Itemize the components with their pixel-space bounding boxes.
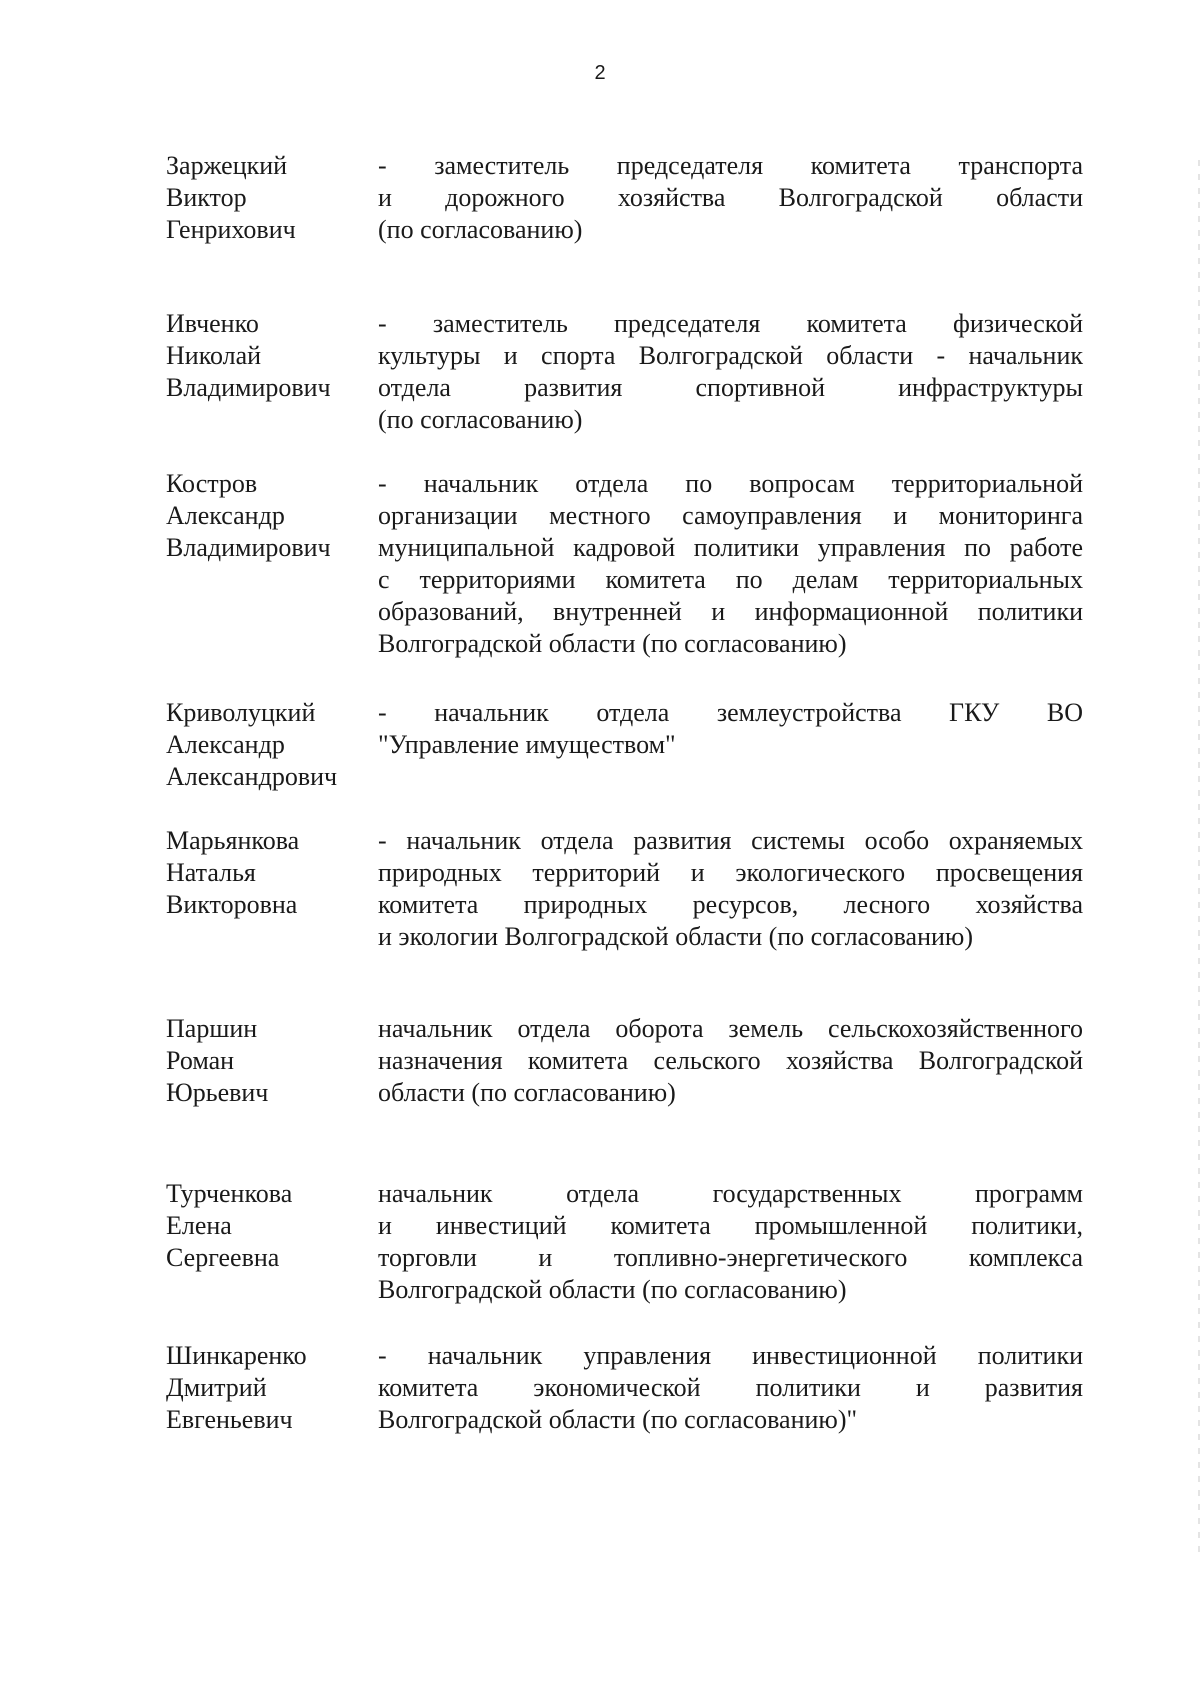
- position-line: назначения комитета сельского хозяйства Волгоградской: [378, 1046, 1083, 1075]
- member-position: [378, 1340, 1083, 1436]
- member-name: [166, 1178, 366, 1274]
- position-line: - заместитель председателя комитета транспорта: [378, 151, 1083, 180]
- surname: Ивченко: [166, 309, 259, 338]
- patronymic: Викторовна: [166, 890, 298, 919]
- position-line: организации местного самоуправления и мониторинга: [378, 501, 1083, 530]
- position-line: и инвестиций комитета промышленной политики,: [378, 1211, 1083, 1240]
- surname: Шинкаренко: [166, 1341, 307, 1370]
- surname: Заржецкий: [166, 151, 288, 180]
- member-name: [166, 1013, 366, 1109]
- position-line: области (по согласованию): [378, 1078, 676, 1107]
- position-line: (по согласованию): [378, 215, 583, 244]
- position-line: - начальник отдела по вопросам территориальной: [378, 469, 1083, 498]
- position-line: отдела развития спортивной инфраструктуры: [378, 373, 1083, 402]
- position-line: - заместитель председателя комитета физической: [378, 309, 1083, 338]
- surname: Турченкова: [166, 1179, 293, 1208]
- position-line: - начальник отдела землеустройства ГКУ ВО: [378, 698, 1083, 727]
- position-line: Волгоградской области (по согласованию): [378, 1275, 847, 1304]
- position-line: начальник отдела оборота земель сельскохозяйственного: [378, 1014, 1083, 1043]
- page-number: 2: [594, 62, 606, 84]
- member-name: [166, 825, 366, 921]
- position-line: Волгоградской области (по согласованию): [378, 629, 847, 658]
- patronymic: Александрович: [166, 762, 338, 791]
- surname: Костров: [166, 469, 258, 498]
- first-name: Николай: [166, 341, 262, 370]
- member-position: [378, 1178, 1083, 1306]
- member-name: [166, 697, 366, 793]
- position-line: Волгоградской области (по согласованию)": [378, 1405, 858, 1434]
- position-line: торговли и топливно-энергетического комплекса: [378, 1243, 1083, 1272]
- position-line: с территориями комитета по делам территориальных: [378, 565, 1083, 594]
- position-line: - начальник управления инвестиционной политики: [378, 1341, 1083, 1370]
- member-name: [166, 150, 366, 246]
- first-name: Роман: [166, 1046, 235, 1075]
- first-name: Александр: [166, 730, 285, 759]
- position-line: и экологии Волгоградской области (по согласованию): [378, 922, 974, 951]
- member-position: [378, 697, 1083, 761]
- member-position: [378, 308, 1083, 436]
- patronymic: Евгеньевич: [166, 1405, 293, 1434]
- first-name: Наталья: [166, 858, 256, 887]
- position-line: муниципальной кадровой политики управления по работе: [378, 533, 1083, 562]
- position-line: (по согласованию): [378, 405, 583, 434]
- position-line: комитета природных ресурсов, лесного хозяйства: [378, 890, 1083, 919]
- patronymic: Генрихович: [166, 215, 296, 244]
- member-position: [378, 468, 1083, 660]
- position-line: начальник отдела государственных программ: [378, 1179, 1083, 1208]
- member-position: [378, 150, 1083, 246]
- member-name: [166, 1340, 366, 1436]
- position-line: природных территорий и экологического просвещения: [378, 858, 1083, 887]
- first-name: Александр: [166, 501, 285, 530]
- position-line: "Управление имуществом": [378, 730, 676, 759]
- member-position: [378, 1013, 1083, 1109]
- position-line: и дорожного хозяйства Волгоградской области: [378, 183, 1083, 212]
- member-name: [166, 468, 366, 564]
- patronymic: Сергеевна: [166, 1243, 280, 1272]
- position-line: - начальник отдела развития системы особо охраняемых: [378, 826, 1083, 855]
- position-line: культуры и спорта Волгоградской области - начальник: [378, 341, 1083, 370]
- position-line: образований, внутренней и информационной политики: [378, 597, 1083, 626]
- member-position: [378, 825, 1083, 953]
- patronymic: Юрьевич: [166, 1078, 269, 1107]
- first-name: Елена: [166, 1211, 232, 1240]
- member-name: [166, 308, 366, 404]
- surname: Марьянкова: [166, 826, 300, 855]
- first-name: Виктор: [166, 183, 247, 212]
- surname: Паршин: [166, 1014, 258, 1043]
- surname: Криволуцкий: [166, 698, 316, 727]
- patronymic: Владимирович: [166, 533, 331, 562]
- position-line: комитета экономической политики и развития: [378, 1373, 1083, 1402]
- first-name: Дмитрий: [166, 1373, 267, 1402]
- patronymic: Владимирович: [166, 373, 331, 402]
